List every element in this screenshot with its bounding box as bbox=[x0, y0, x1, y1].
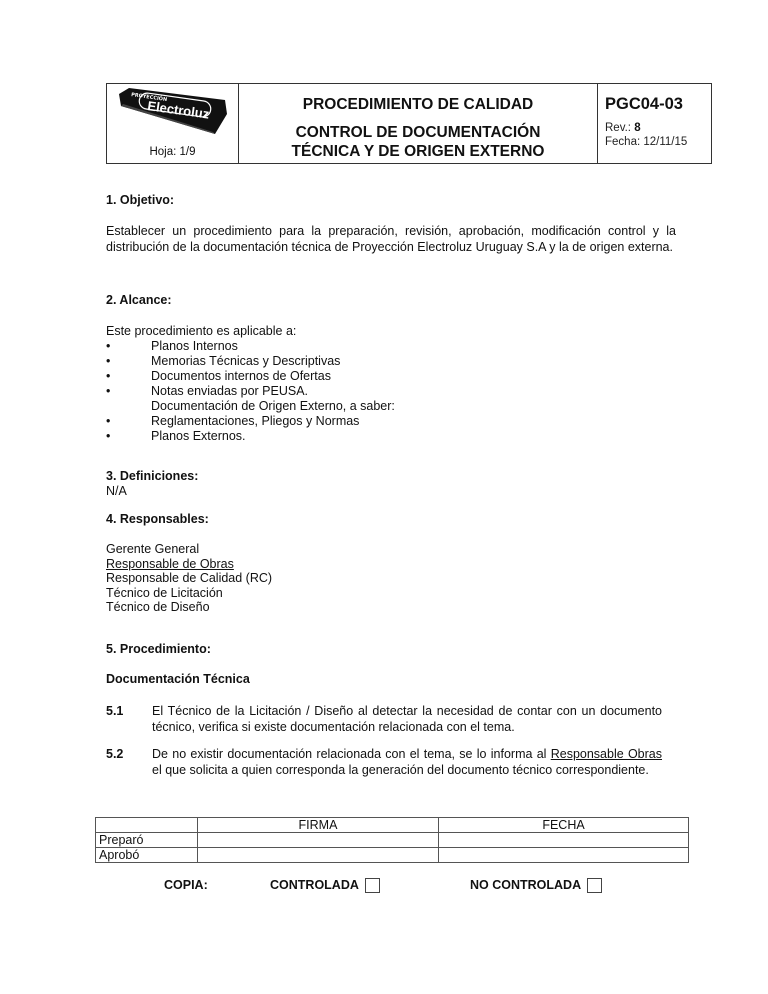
controlled-label: CONTROLADA bbox=[270, 878, 359, 892]
electroluz-logo-icon bbox=[117, 88, 229, 134]
responsable-item: Responsable de Obras bbox=[106, 557, 234, 571]
revision-date: Fecha: 12/11/15 bbox=[605, 136, 688, 148]
step-text-part: De no existir documentación relacionada con el tema, se lo informa al bbox=[152, 747, 551, 761]
uncontrolled-option[interactable] bbox=[470, 878, 602, 893]
document-type-title: PROCEDIMIENTO DE CALIDAD bbox=[302, 96, 534, 113]
alcance-item: Planos Internos bbox=[151, 339, 238, 353]
step-text: El Técnico de la Licitación / Diseño al detectar la necesidad de contar con un documento técnico, verifica si existe documentación relacionada con el tema. bbox=[152, 704, 662, 734]
svg-text:PROYECCIÓN: PROYECCIÓN bbox=[130, 92, 168, 104]
document-title bbox=[239, 123, 597, 161]
section-heading-alcance: 2. Alcance: bbox=[106, 293, 172, 307]
date-field[interactable] bbox=[439, 848, 689, 863]
copy-label: COPIA: bbox=[164, 878, 208, 892]
document-title-line1: CONTROL DE DOCUMENTACIÓN bbox=[295, 124, 541, 141]
document-header bbox=[106, 83, 712, 164]
step-number: 5.1 bbox=[106, 704, 124, 718]
bullet: • bbox=[106, 384, 111, 398]
uncontrolled-checkbox[interactable] bbox=[587, 878, 602, 893]
step-number: 5.2 bbox=[106, 747, 124, 761]
header-code-cell bbox=[598, 84, 711, 163]
alcance-item: Notas enviadas por PEUSA. bbox=[151, 384, 309, 398]
table-row bbox=[96, 848, 689, 863]
responsable-item: Técnico de Licitación bbox=[106, 586, 223, 600]
responsable-item: Técnico de Diseño bbox=[106, 600, 210, 614]
bullet: • bbox=[106, 429, 111, 443]
bullet: • bbox=[106, 339, 111, 353]
bullet: • bbox=[106, 414, 111, 428]
step-text bbox=[152, 747, 662, 778]
table-header-row bbox=[96, 818, 689, 833]
revision-label: Rev.: bbox=[605, 122, 635, 134]
objetivo-text: Establecer un procedimiento para la preparación, revisión, aprobación, modificación control y la distribución de la documentación técnica de Proyección Electroluz Uruguay S.A y la de origen externa. bbox=[106, 224, 676, 254]
alcance-item: Reglamentaciones, Pliegos y Normas bbox=[151, 414, 360, 428]
definiciones-text: N/A bbox=[106, 484, 127, 498]
section-heading-responsables: 4. Responsables: bbox=[106, 512, 209, 526]
revision-info bbox=[605, 121, 687, 149]
step-text-part: el que solicita a quien corresponda la generación del documento técnico correspondiente. bbox=[152, 762, 649, 777]
date-field[interactable] bbox=[439, 833, 689, 848]
alcance-intro: Este procedimiento es aplicable a: bbox=[106, 324, 297, 338]
subheading-documentacion-tecnica: Documentación Técnica bbox=[106, 672, 250, 686]
alcance-item: Documentos internos de Ofertas bbox=[151, 369, 331, 383]
section-heading-definiciones: 3. Definiciones: bbox=[106, 469, 199, 483]
signature-field[interactable] bbox=[198, 848, 439, 863]
section-heading-procedimiento: 5. Procedimiento: bbox=[106, 642, 211, 656]
controlled-checkbox[interactable] bbox=[365, 878, 380, 893]
table-header-cell bbox=[96, 818, 198, 833]
responsable-obras-link: Responsable Obras bbox=[550, 747, 663, 761]
page-number: Hoja: 1/9 bbox=[149, 146, 196, 158]
document-title-line2: TÉCNICA Y DE ORIGEN EXTERNO bbox=[291, 143, 545, 160]
signature-table bbox=[95, 817, 689, 863]
alcance-item: Memorias Técnicas y Descriptivas bbox=[151, 354, 341, 368]
table-header-cell: FECHA bbox=[439, 818, 689, 833]
svg-text:Electroluz: Electroluz bbox=[146, 98, 211, 122]
alcance-item: Documentación de Origen Externo, a saber: bbox=[151, 399, 395, 413]
header-logo-cell bbox=[107, 84, 239, 163]
table-cell: Aprobó bbox=[96, 848, 198, 863]
table-row bbox=[96, 833, 689, 848]
responsable-item: Responsable de Calidad (RC) bbox=[106, 571, 273, 585]
responsable-item: Gerente General bbox=[106, 542, 200, 556]
header-title-cell bbox=[239, 84, 598, 163]
table-header-cell: FIRMA bbox=[198, 818, 439, 833]
table-cell: Preparó bbox=[96, 833, 198, 848]
signature-field[interactable] bbox=[198, 833, 439, 848]
section-heading-objetivo: 1. Objetivo: bbox=[106, 193, 175, 207]
bullet: • bbox=[106, 354, 111, 368]
document-code: PGC04-03 bbox=[605, 95, 683, 113]
uncontrolled-label: NO CONTROLADA bbox=[470, 878, 582, 892]
revision-value: 8 bbox=[634, 122, 641, 134]
bullet: • bbox=[106, 369, 111, 383]
alcance-item: Planos Externos. bbox=[151, 429, 246, 443]
controlled-option[interactable] bbox=[270, 878, 380, 893]
